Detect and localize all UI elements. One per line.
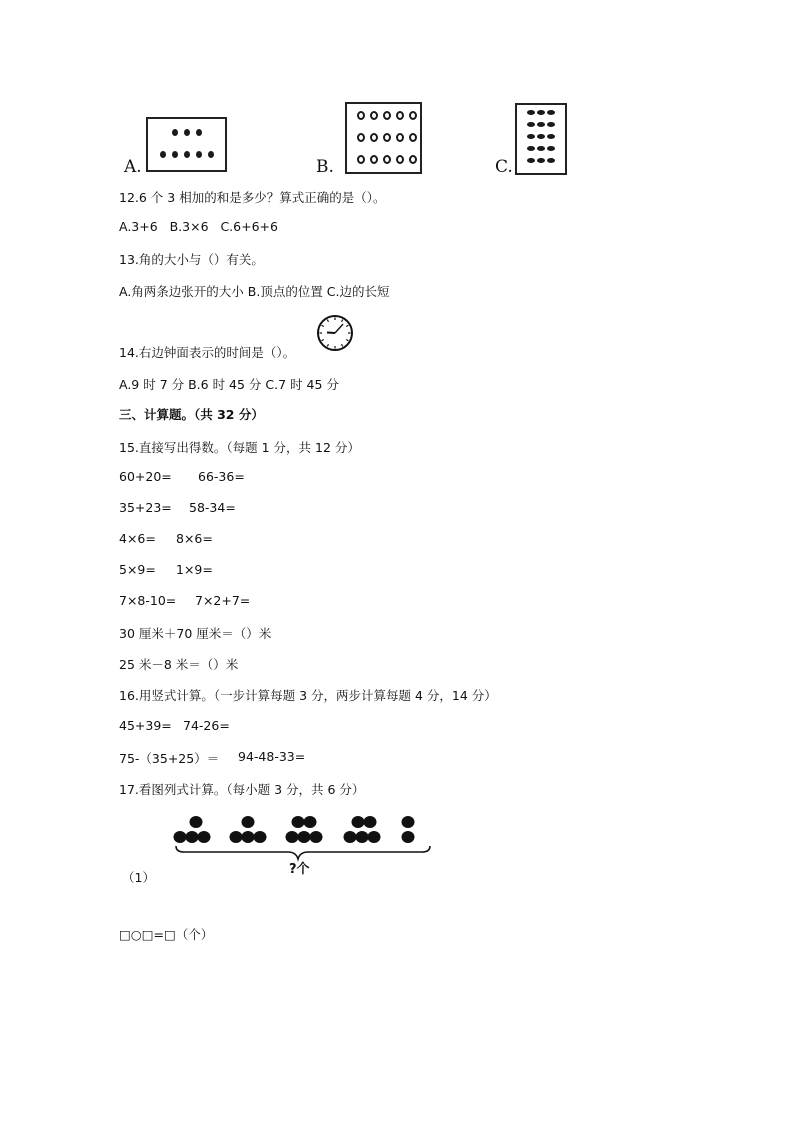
calc-row [119, 749, 306, 767]
dot [547, 134, 555, 139]
apple-icon [254, 831, 267, 843]
apple-icon [364, 816, 377, 828]
apple-icon [356, 831, 369, 843]
question-17-title: 17.看图列式计算。（每小题 3 分，共 6 分） [119, 782, 365, 797]
option-c-dot-box [515, 103, 567, 175]
dot [357, 133, 365, 142]
dot [547, 122, 555, 127]
dot [527, 146, 535, 151]
question-14-options: A.9 时 7 分 B.6 时 45 分 C.7 时 45 分 [119, 377, 339, 392]
dot [537, 146, 545, 151]
dot [547, 158, 555, 163]
question-16-title: 16.用竖式计算。（一步计算每题 3 分，两步计算每题 4 分，14 分） [119, 688, 497, 703]
calc-item: 1×9= [176, 562, 213, 577]
apple-icon [242, 816, 255, 828]
calc-item: 58-34= [189, 500, 236, 515]
apple-icon [286, 831, 299, 843]
apple-icon [174, 831, 187, 843]
dot [396, 155, 404, 164]
calc-item: 7×8-10= [119, 593, 177, 608]
dot [160, 151, 166, 158]
dot [383, 111, 391, 120]
apple-icon [186, 831, 199, 843]
dot [396, 133, 404, 142]
dot [196, 129, 202, 136]
option-b-label: B. [316, 157, 334, 177]
dot [184, 151, 190, 158]
dot [357, 155, 365, 164]
answer-template: □○□=□（个） [119, 927, 214, 942]
apple-icon [190, 816, 203, 828]
apple-icon [198, 831, 211, 843]
dot [547, 146, 555, 151]
dot [370, 133, 378, 142]
apple-icon [292, 816, 305, 828]
question-14: 14.右边钟面表示的时间是（）。 [119, 345, 296, 360]
unit-conversion: 30 厘米＋70 厘米＝（）米 [119, 626, 272, 641]
dot [396, 111, 404, 120]
calc-item: 45+39= [119, 718, 172, 733]
dot [527, 122, 535, 127]
dot [196, 151, 202, 158]
apple-icon [402, 831, 415, 843]
dot [370, 155, 378, 164]
apple-icon [310, 831, 323, 843]
dot [208, 151, 214, 158]
dot [537, 110, 545, 115]
question-12: 12.6 个 3 相加的和是多少？算式正确的是（）。 [119, 190, 386, 205]
dot [172, 129, 178, 136]
option-c-label: C. [495, 157, 513, 177]
clock-face [316, 313, 354, 353]
calc-row [119, 500, 236, 515]
dot [357, 111, 365, 120]
option-a-dot-box [146, 117, 227, 172]
calc-row [119, 593, 251, 608]
dot [383, 155, 391, 164]
apple-groups [174, 816, 415, 843]
apple-icon [352, 816, 365, 828]
apple-icon [402, 816, 415, 828]
calc-item: 35+23= [119, 500, 172, 515]
apple-icon [304, 816, 317, 828]
option-a-label: A. [124, 157, 142, 177]
apple-icon [298, 831, 311, 843]
apple-icon [242, 831, 255, 843]
calc-item: 60+20= [119, 469, 172, 484]
dot [172, 151, 178, 158]
dot [370, 111, 378, 120]
calc-row [119, 562, 213, 577]
calc-item: 8×6= [176, 531, 213, 546]
calc-item: 75-（35+25）＝ [119, 751, 220, 766]
dot [547, 110, 555, 115]
question-12-options: A.3+6 B.3×6 C.6+6+6 [119, 219, 278, 234]
calc-row [119, 469, 245, 484]
dot [537, 134, 545, 139]
dot [409, 133, 417, 142]
calc-item: 94-48-33= [238, 749, 306, 764]
sub-question-label: （1） [122, 870, 155, 885]
dot [184, 129, 190, 136]
calc-row [119, 718, 230, 733]
brace-label: ?个 [289, 862, 310, 877]
question-13: 13.角的大小与（）有关。 [119, 252, 264, 267]
dot [537, 122, 545, 127]
calc-item: 74-26= [183, 718, 230, 733]
apple-icon [368, 831, 381, 843]
calc-item: 4×6= [119, 531, 156, 546]
apple-icon [344, 831, 357, 843]
apple-icon [230, 831, 243, 843]
dot [527, 110, 535, 115]
dot [409, 155, 417, 164]
calc-item: 66-36= [198, 469, 245, 484]
dot [527, 134, 535, 139]
dot [383, 133, 391, 142]
calc-item: 5×9= [119, 562, 156, 577]
question-15-title: 15.直接写出得数。（每题 1 分，共 12 分） [119, 440, 360, 455]
section-3-title: 三、计算题。（共 32 分） [119, 407, 264, 422]
calc-row [119, 531, 213, 546]
option-b-dot-box [345, 102, 422, 174]
dot [527, 158, 535, 163]
dot [409, 111, 417, 120]
dot [537, 158, 545, 163]
calc-item: 7×2+7= [195, 593, 251, 608]
unit-conversion: 25 米－8 米＝（）米 [119, 657, 239, 672]
question-13-options: A.角两条边张开的大小 B.顶点的位置 C.边的长短 [119, 284, 390, 299]
